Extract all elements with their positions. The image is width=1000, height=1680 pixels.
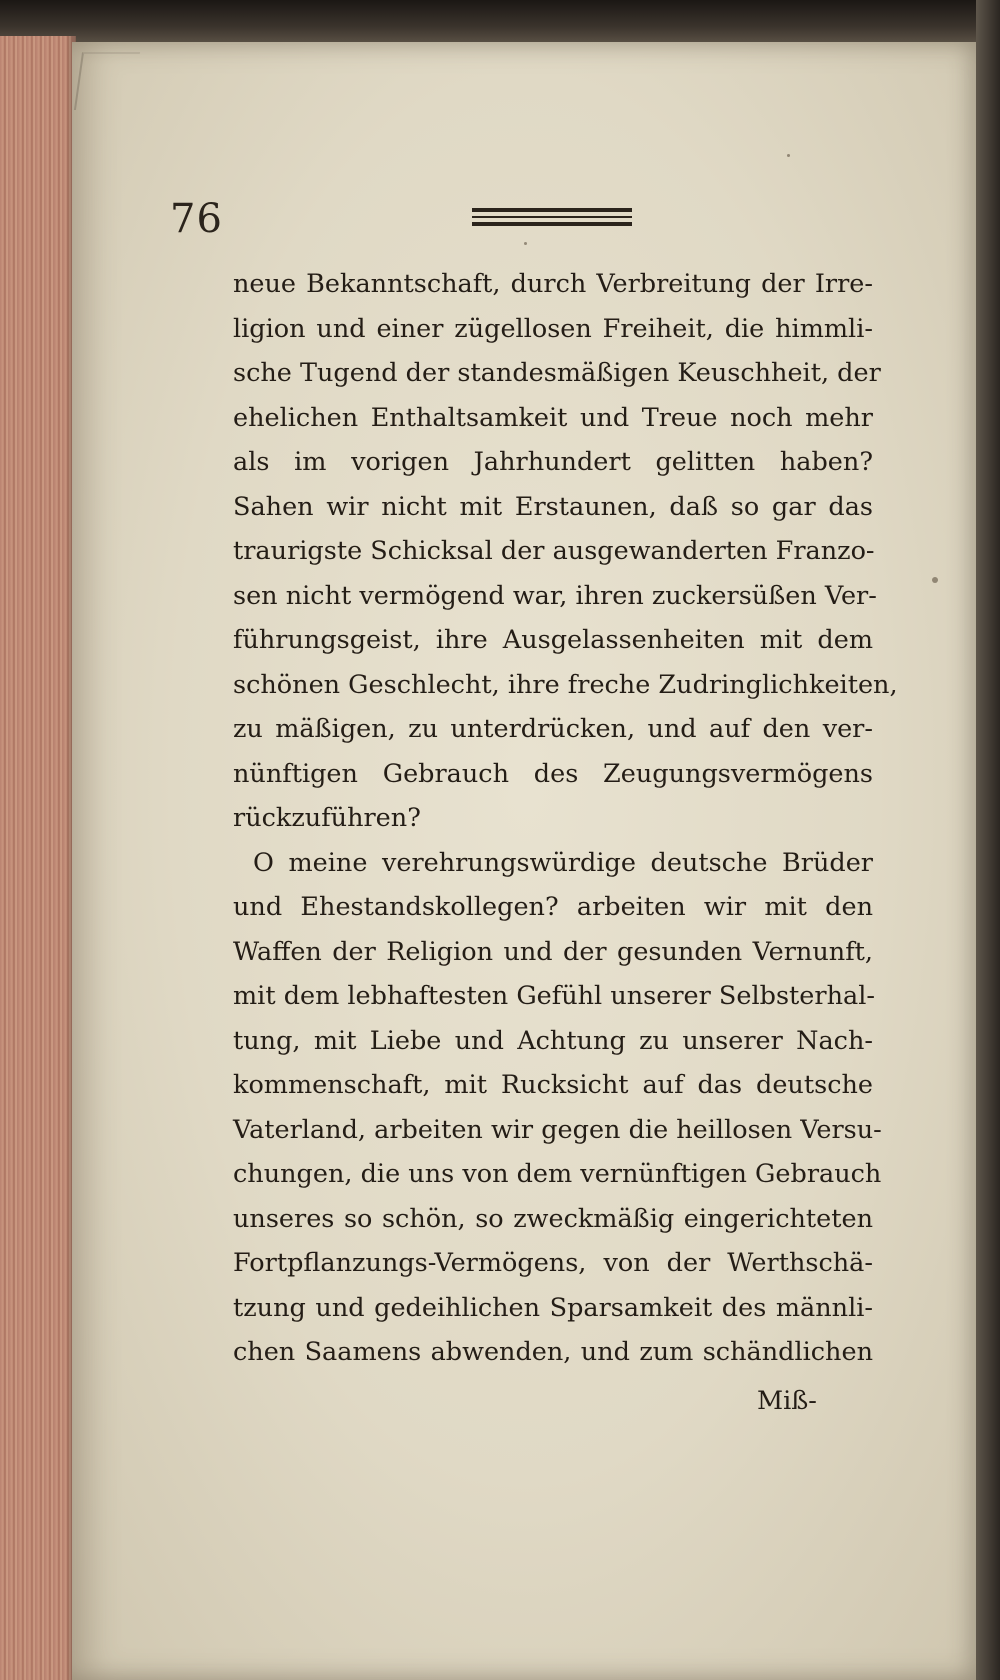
text-line: ehelichen Enthaltsamkeit und Treue noch mehr <box>233 402 873 433</box>
page-stack-edge <box>0 36 76 1680</box>
text-line: mit dem lebhaftesten Gefühl unserer Selbsterhal- <box>233 981 875 1011</box>
body-text <box>233 262 898 1375</box>
corner-fold <box>74 52 140 110</box>
text-line: Fortpflanzungs-Vermögens, von der Werthschä- <box>233 1248 873 1278</box>
book-right-edge <box>976 0 1000 1680</box>
paper-speck <box>932 577 938 583</box>
text-line: tung, mit Liebe und Achtung zu unserer Nach- <box>233 1025 873 1056</box>
header-rule <box>472 222 632 226</box>
book-top-edge <box>0 0 1000 44</box>
page-number: 76 <box>170 196 223 242</box>
text-line: kommenschaft, mit Rucksicht auf das deutsche <box>233 1070 873 1100</box>
text-line: führungsgeist, ihre Ausgelassenheiten mit dem <box>233 625 873 655</box>
text-line: Sahen wir nicht mit Erstaunen, daß so gar das <box>233 491 873 522</box>
text-line: als im vorigen Jahrhundert gelitten haben? <box>233 447 873 477</box>
text-line: zu mäßigen, zu unterdrücken, und auf den ver- <box>233 714 873 744</box>
paper-speck <box>524 242 527 245</box>
text-line: traurigste Schicksal der ausgewanderten Franzo- <box>233 536 875 566</box>
text-line: tzung und gedeihlichen Sparsamkeit des männli- <box>233 1292 873 1323</box>
text-line: Waffen der Religion und der gesunden Vernunft, <box>233 936 873 967</box>
text-line: neue Bekanntschaft, durch Verbreitung der Irre- <box>233 269 873 299</box>
text-line: O meine verehrungswürdige deutsche Brüder <box>253 847 873 878</box>
text-line: nünftigen Gebrauch des Zeugungsvermögens <box>233 758 873 789</box>
text-line: unseres so schön, so zweckmäßig eingerichteten <box>233 1203 873 1234</box>
text-line: Vaterland, arbeiten wir gegen die heillosen Versu- <box>233 1114 882 1145</box>
text-line: rückzuführen? <box>233 803 421 833</box>
text-line: sche Tugend der standesmäßigen Keuschheit, der <box>233 358 881 388</box>
text-line: sen nicht vermögend war, ihren zuckersüßen Ver- <box>233 580 877 611</box>
paper-speck <box>787 154 790 157</box>
text-line: und Ehestandskollegen? arbeiten wir mit den <box>233 892 873 922</box>
text-line: ligion und einer zügellosen Freiheit, die himmli- <box>233 313 873 344</box>
text-line: chen Saamens abwenden, und zum schändlichen <box>233 1337 873 1367</box>
catchword: Miß- <box>757 1386 817 1416</box>
header-rule <box>472 216 632 218</box>
text-line: chungen, die uns von dem vernünftigen Gebrauch <box>233 1159 882 1189</box>
text-line: schönen Geschlecht, ihre freche Zudringlichkeiten, <box>233 669 898 700</box>
header-rule <box>472 208 632 212</box>
